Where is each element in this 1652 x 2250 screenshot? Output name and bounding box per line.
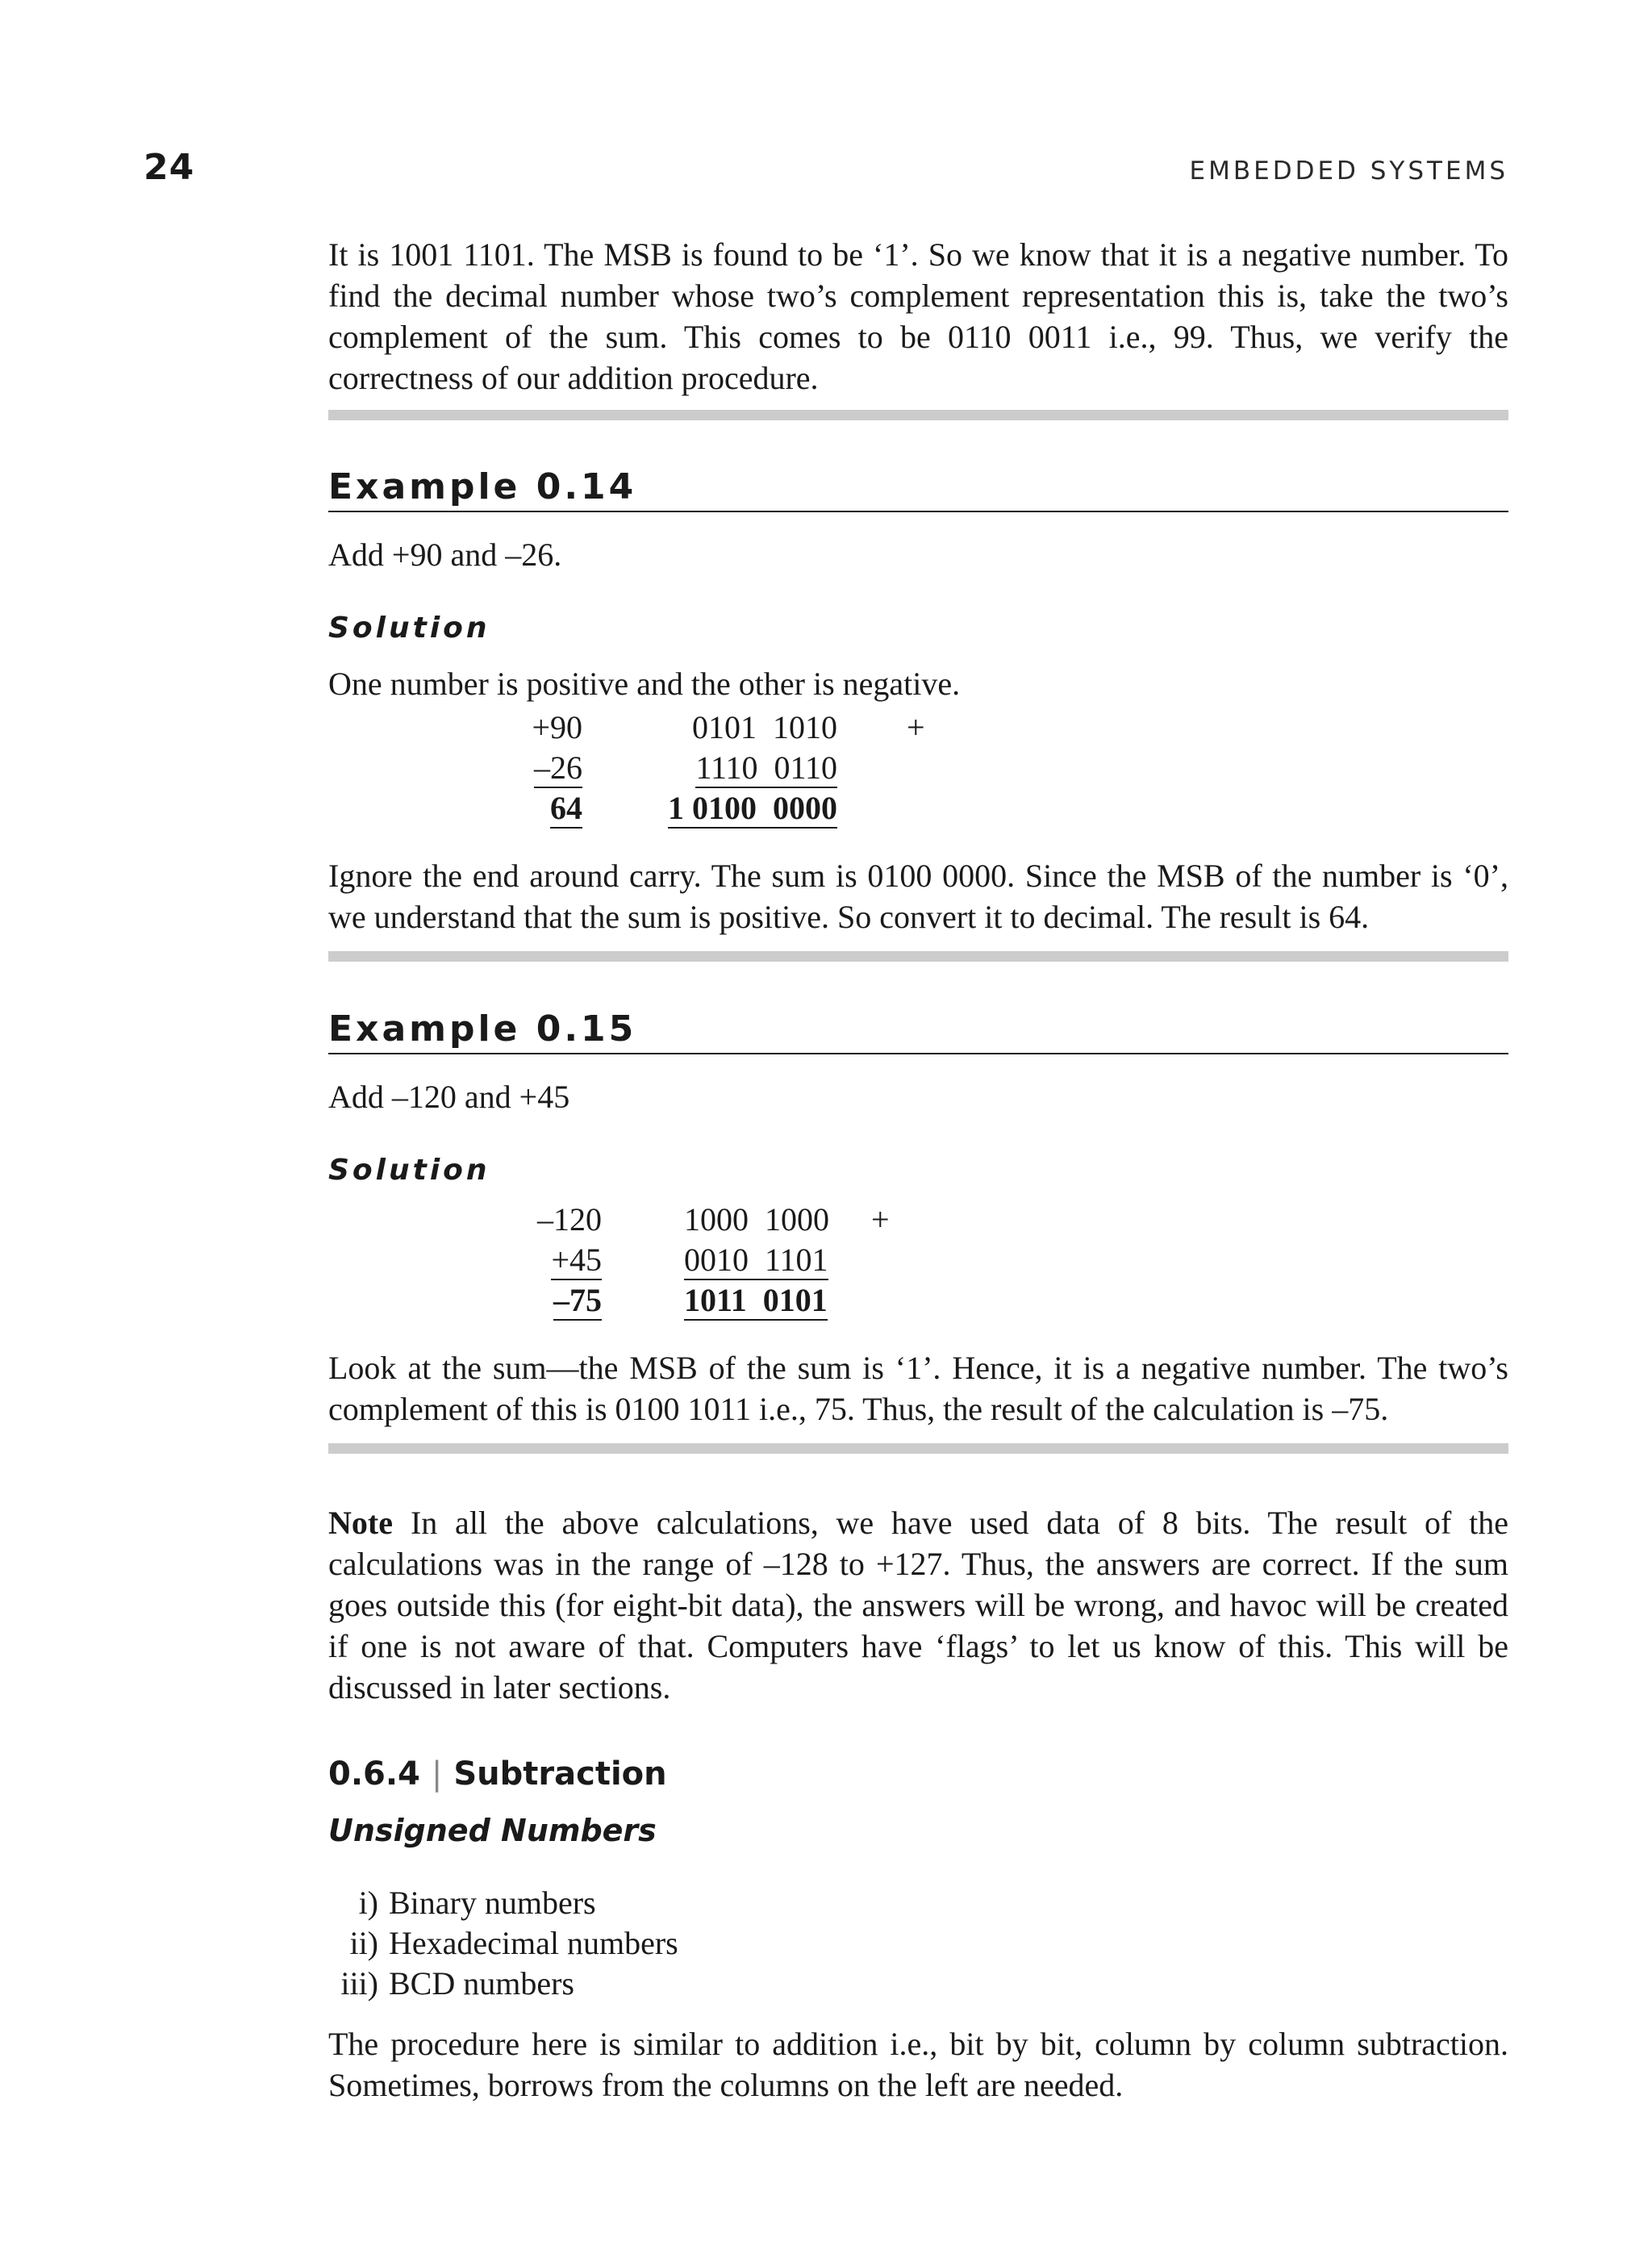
list-item: [328, 1923, 678, 1964]
calculation-table: [508, 1200, 912, 1330]
number-type-list: [328, 1883, 678, 2004]
binary-result: 1011 0101: [684, 1281, 828, 1321]
binary-operand-2: 0010 1101: [684, 1241, 828, 1280]
binary-operand-2: 1110 0110: [695, 749, 837, 788]
page-number: 24: [144, 147, 195, 188]
decimal-operand-1: –120: [537, 1201, 602, 1238]
conclusion-block: [328, 1347, 1508, 1430]
list-item-text: Binary numbers: [389, 1885, 596, 1921]
list-item: [328, 1883, 678, 1923]
section-separator: |: [431, 1755, 443, 1793]
example-problem: Add –120 and +45: [328, 1079, 570, 1115]
closing-block: [328, 2023, 1508, 2106]
section-divider: [328, 951, 1508, 962]
list-item-text: Hexadecimal numbers: [389, 1925, 678, 1961]
subsection-heading: Unsigned Numbers: [328, 1813, 657, 1848]
section-divider: [328, 410, 1508, 420]
decimal-operand-2: +45: [551, 1241, 602, 1280]
plus-operator: +: [907, 709, 925, 745]
note-text: In all the above calculations, we have used data of 8 bits. The result of the calculations was in the range of –128 to +127. Thus, the answers are correct. If the sum goes outside this (for eight-bit data), the answers will be wrong, and havoc will be created if one is not aware of that. Computers have ‘flags’ to let us know of this. This will be discussed in later sections.: [328, 1505, 1508, 1705]
solution-heading: Solution: [328, 1154, 490, 1187]
solution-intro: One number is positive and the other is negative.: [328, 666, 961, 702]
example-problem: Add +90 and –26.: [328, 536, 562, 573]
calculation-table: [524, 708, 928, 837]
example-conclusion: Ignore the end around carry. The sum is 0100 0000. Since the MSB of the number is ‘0’, we understand that the sum is positive. So convert it to decimal. The result is 64.: [328, 858, 1508, 935]
section-title: Subtraction: [453, 1755, 667, 1793]
section-heading: [328, 1755, 667, 1793]
intro-paragraph: It is 1001 1101. The MSB is found to be ‘1’. So we know that it is a negative number. To find the decimal number whose two’s complement representation this is, take the two’s complement of the sum. This comes to be 0110 0011 i.e., 99. Thus, we verify the correctness of our addition procedure.: [328, 236, 1508, 396]
decimal-operand-1: +90: [532, 709, 582, 745]
list-item: [328, 1964, 678, 2004]
solution-heading: Solution: [328, 612, 490, 645]
note-block: [328, 1502, 1508, 1708]
section-divider: [328, 1443, 1508, 1454]
conclusion-block: [328, 855, 1508, 937]
list-item-number: i): [358, 1885, 378, 1921]
binary-operand-1: 1000 1000: [684, 1201, 829, 1238]
example-heading: Example 0.14: [328, 466, 1508, 512]
decimal-operand-2: –26: [534, 749, 582, 788]
note-label: Note: [328, 1505, 393, 1541]
example-conclusion: Look at the sum—the MSB of the sum is ‘1’. Hence, it is a negative number. The two’s complement of this is 0100 1011 i.e., 75. Thus, the result of the calculation is –75.: [328, 1350, 1508, 1427]
binary-operand-1: 0101 1010: [692, 709, 837, 745]
closing-paragraph: The procedure here is similar to addition i.e., bit by bit, column by column subtraction. Sometimes, borrows from the columns on the left are needed.: [328, 2026, 1508, 2103]
list-item-number: ii): [349, 1925, 378, 1961]
intro-paragraph-block: [328, 234, 1508, 399]
plus-operator: +: [871, 1201, 890, 1238]
decimal-result: 64: [550, 789, 582, 829]
list-item-number: iii): [340, 1965, 378, 2002]
list-item-text: BCD numbers: [389, 1965, 574, 2002]
binary-result: 1 0100 0000: [668, 789, 837, 829]
decimal-result: –75: [553, 1281, 602, 1321]
section-number: 0.6.4: [328, 1755, 420, 1793]
running-head: EMBEDDED SYSTEMS: [1189, 157, 1508, 186]
example-heading: Example 0.15: [328, 1008, 1508, 1054]
